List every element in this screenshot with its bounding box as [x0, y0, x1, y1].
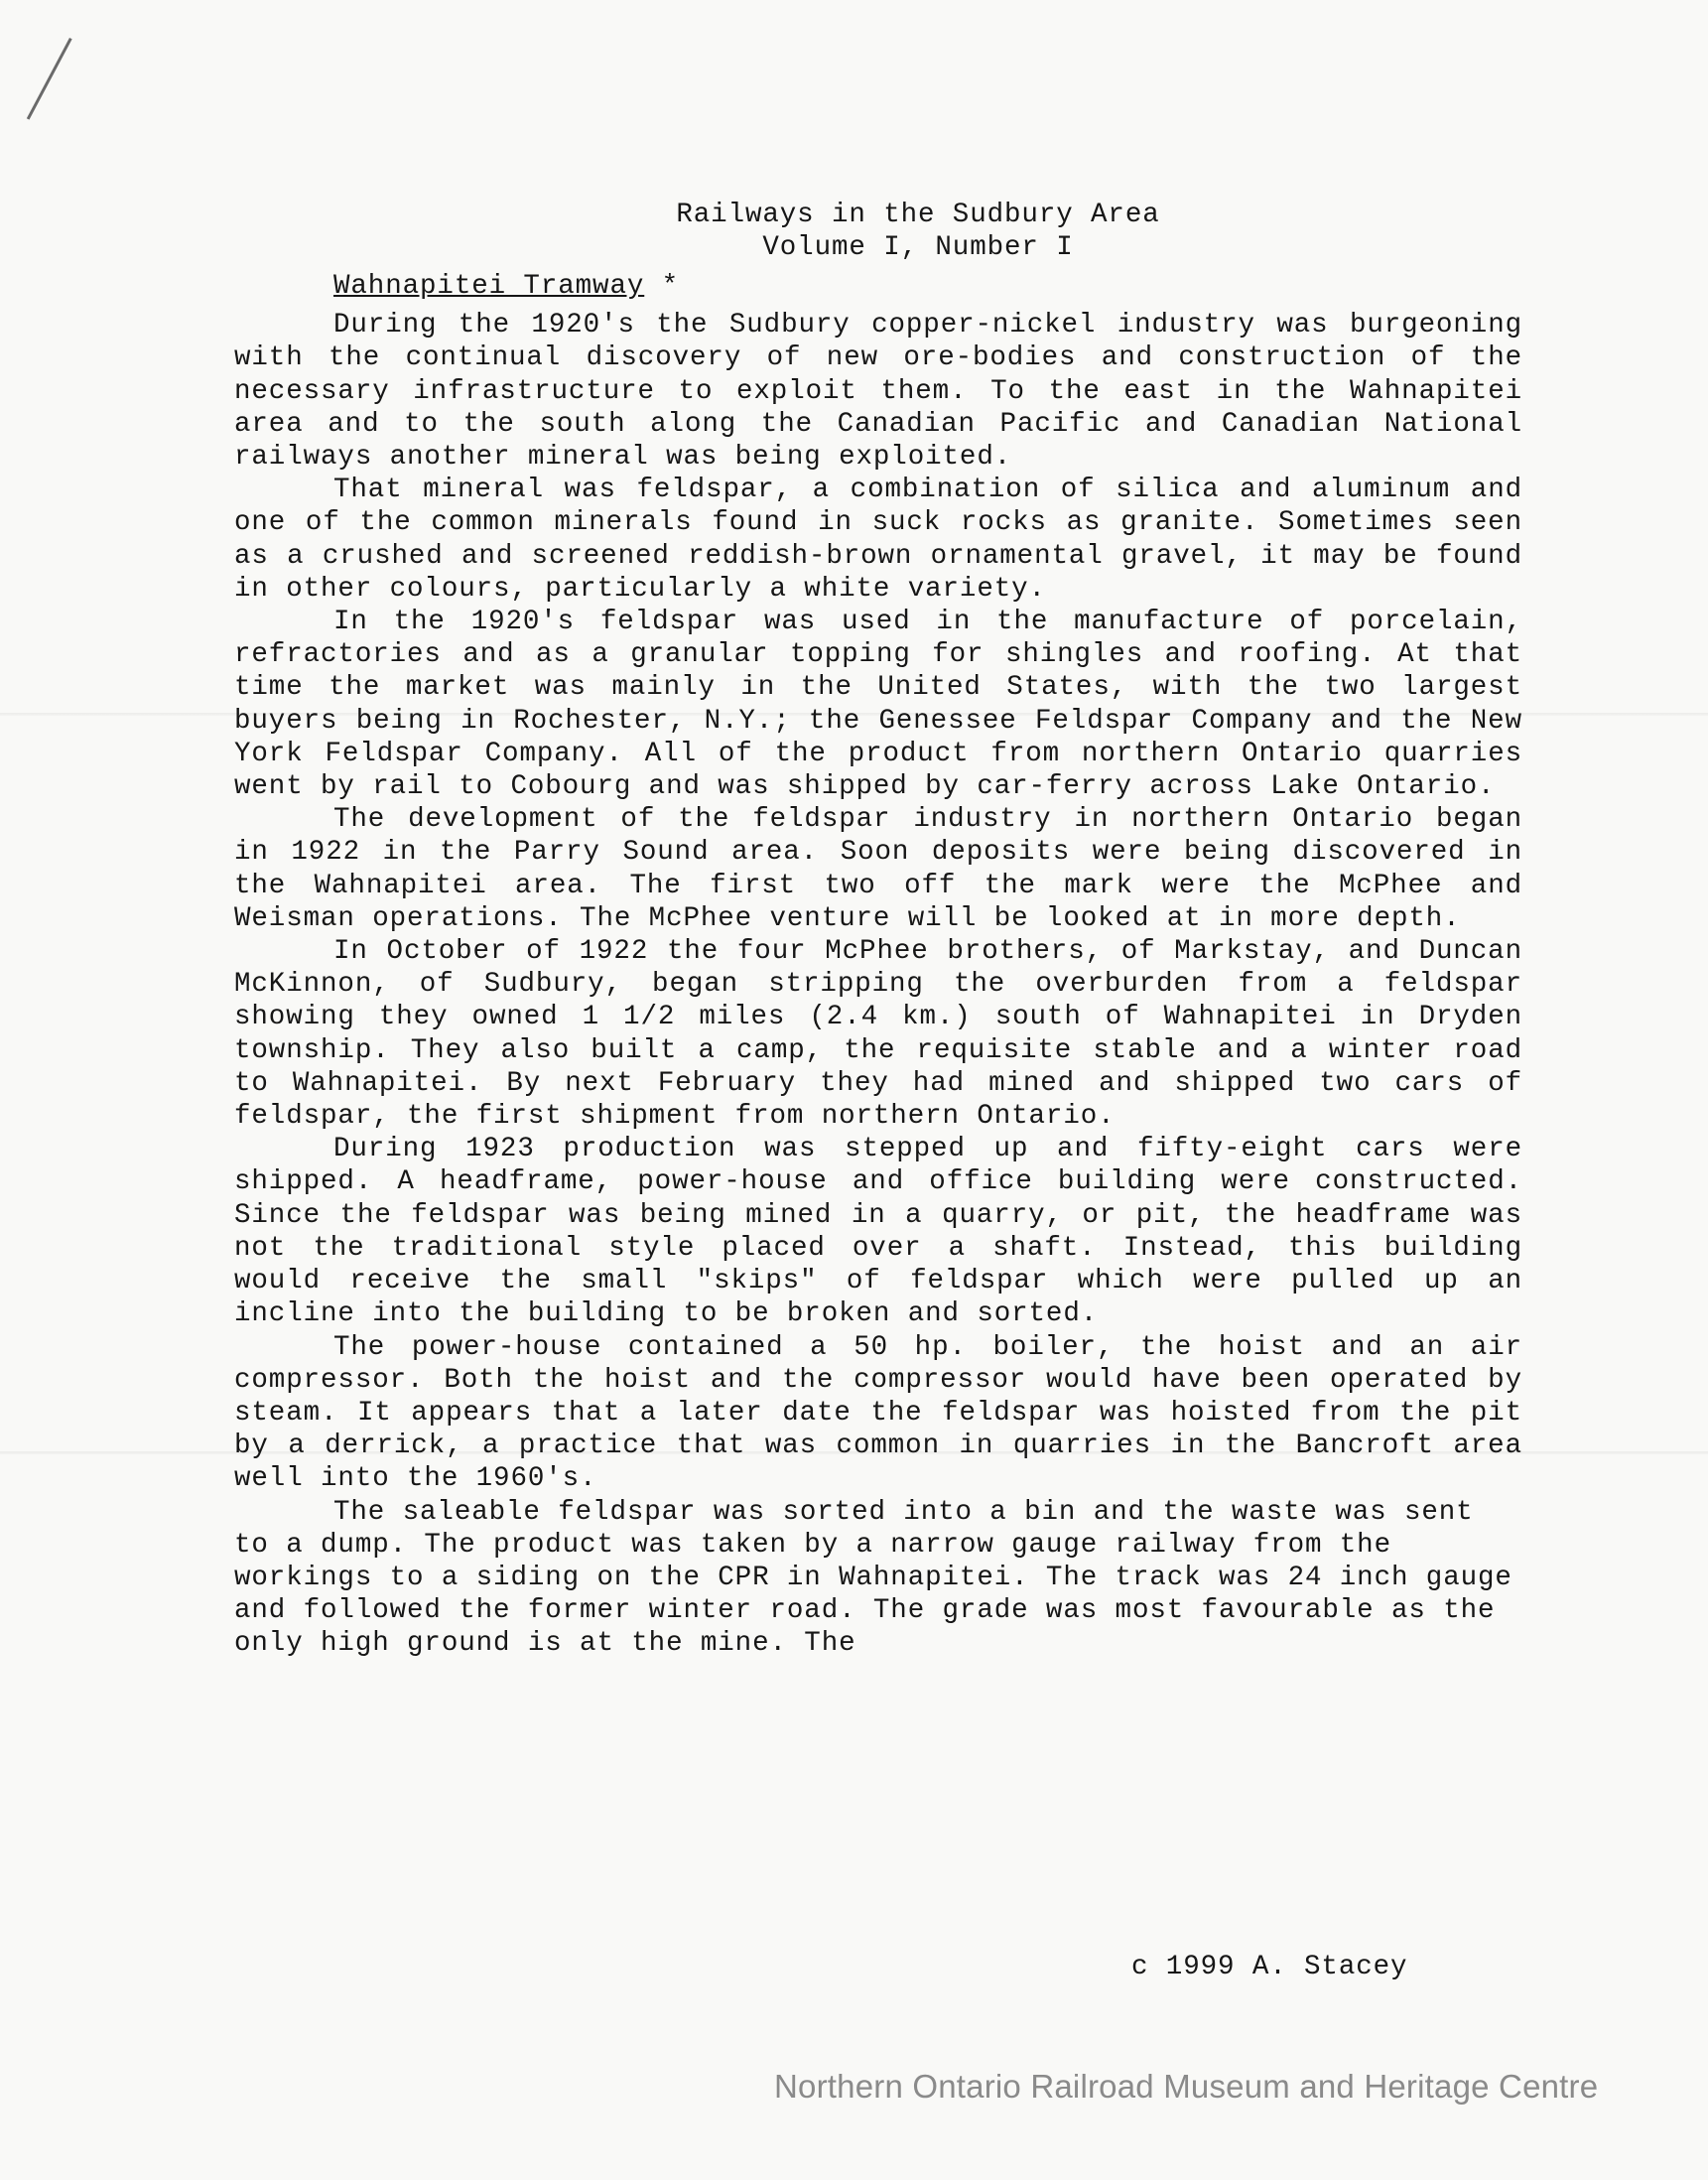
paragraph: During the 1920's the Sudbury copper-nickel industry was burgeoning with the continual discovery of new ore-bodies and construction of the necessary infrastructure to exploit them. To the east in the Wahnapitei area and to the south along the Canadian Pacific and Canadian National railways another mineral was being exploited. [234, 310, 1522, 474]
article-heading-text: Wahnapitei Tramway [333, 271, 645, 302]
staple-mark [27, 38, 72, 120]
paragraph: The saleable feldspar was sorted into a bin and the waste was sent to a dump. The product was taken by a narrow gauge railway from the workings to a siding on the CPR in Wahnapitei. The track was 24 inch gauge and followed the former winter road. The grade was most favourable as the only high ground is at the mine. The [234, 1496, 1512, 1660]
document-body [234, 199, 1522, 1661]
title-line-1: Railways in the Sudbury Area [676, 200, 1160, 230]
museum-watermark: Northern Ontario Railroad Museum and Heritage Centre [774, 2068, 1599, 2105]
article-heading [333, 270, 1522, 303]
paragraph: In the 1920's feldspar was used in the manufacture of porcelain, refractories and as a granular topping for shingles and roofing. At that time the market was mainly in the United States, with the two largest buyers being in Rochester, N.Y.; the Genessee Feldspar Company and the New York Feldspar Company. All of the product from northern Ontario quarries went by rail to Cobourg and was shipped by car-ferry across Lake Ontario. [234, 607, 1522, 803]
paragraph: During 1923 production was stepped up and fifty-eight cars were shipped. A headframe, power-house and office building were constructed. Since the feldspar was being mined in a quarry, or pit, the headframe was not the traditional style placed over a shaft. Instead, this building would receive the small "skips" of feldspar which were pulled up an incline into the building to be broken and sorted. [234, 1134, 1522, 1330]
article-text [234, 309, 1522, 1660]
paragraph: That mineral was feldspar, a combination of silica and aluminum and one of the common minerals found in suck rocks as granite. Sometimes seen as a crushed and screened reddish-brown ornamental gravel, it may be found in other colours, particularly a white variety. [234, 475, 1522, 605]
copyright-notice: c 1999 A. Stacey [1131, 1952, 1408, 1982]
document-title [234, 199, 1522, 264]
title-line-2: Volume I, Number I [762, 232, 1074, 263]
paragraph: The development of the feldspar industry in northern Ontario began in 1922 in the Parry Sound area. Soon deposits were being discovered in the Wahnapitei area. The first two off the mark were the McPhee and Weisman operations. The McPhee venture will be looked at in more depth. [234, 804, 1522, 934]
heading-footnote-mark: * [644, 271, 680, 302]
paragraph: The power-house contained a 50 hp. boiler, the hoist and an air compressor. Both the hoist and the compressor would have been operated by steam. It appears that a later date the feldspar was hoisted from the pit by a derrick, a practice that was common in quarries in the Bancroft area well into the 1960's. [234, 1331, 1522, 1495]
paragraph: In October of 1922 the four McPhee brothers, of Markstay, and Duncan McKinnon, of Sudbury, began stripping the overburden from a feldspar showing they owned 1 1/2 miles (2.4 km.) south of Wahnapitei in Dryden township. They also built a camp, the requisite stable and a winter road to Wahnapitei. By next February they had mined and shipped two cars of feldspar, the first shipment from northern Ontario. [234, 936, 1522, 1133]
